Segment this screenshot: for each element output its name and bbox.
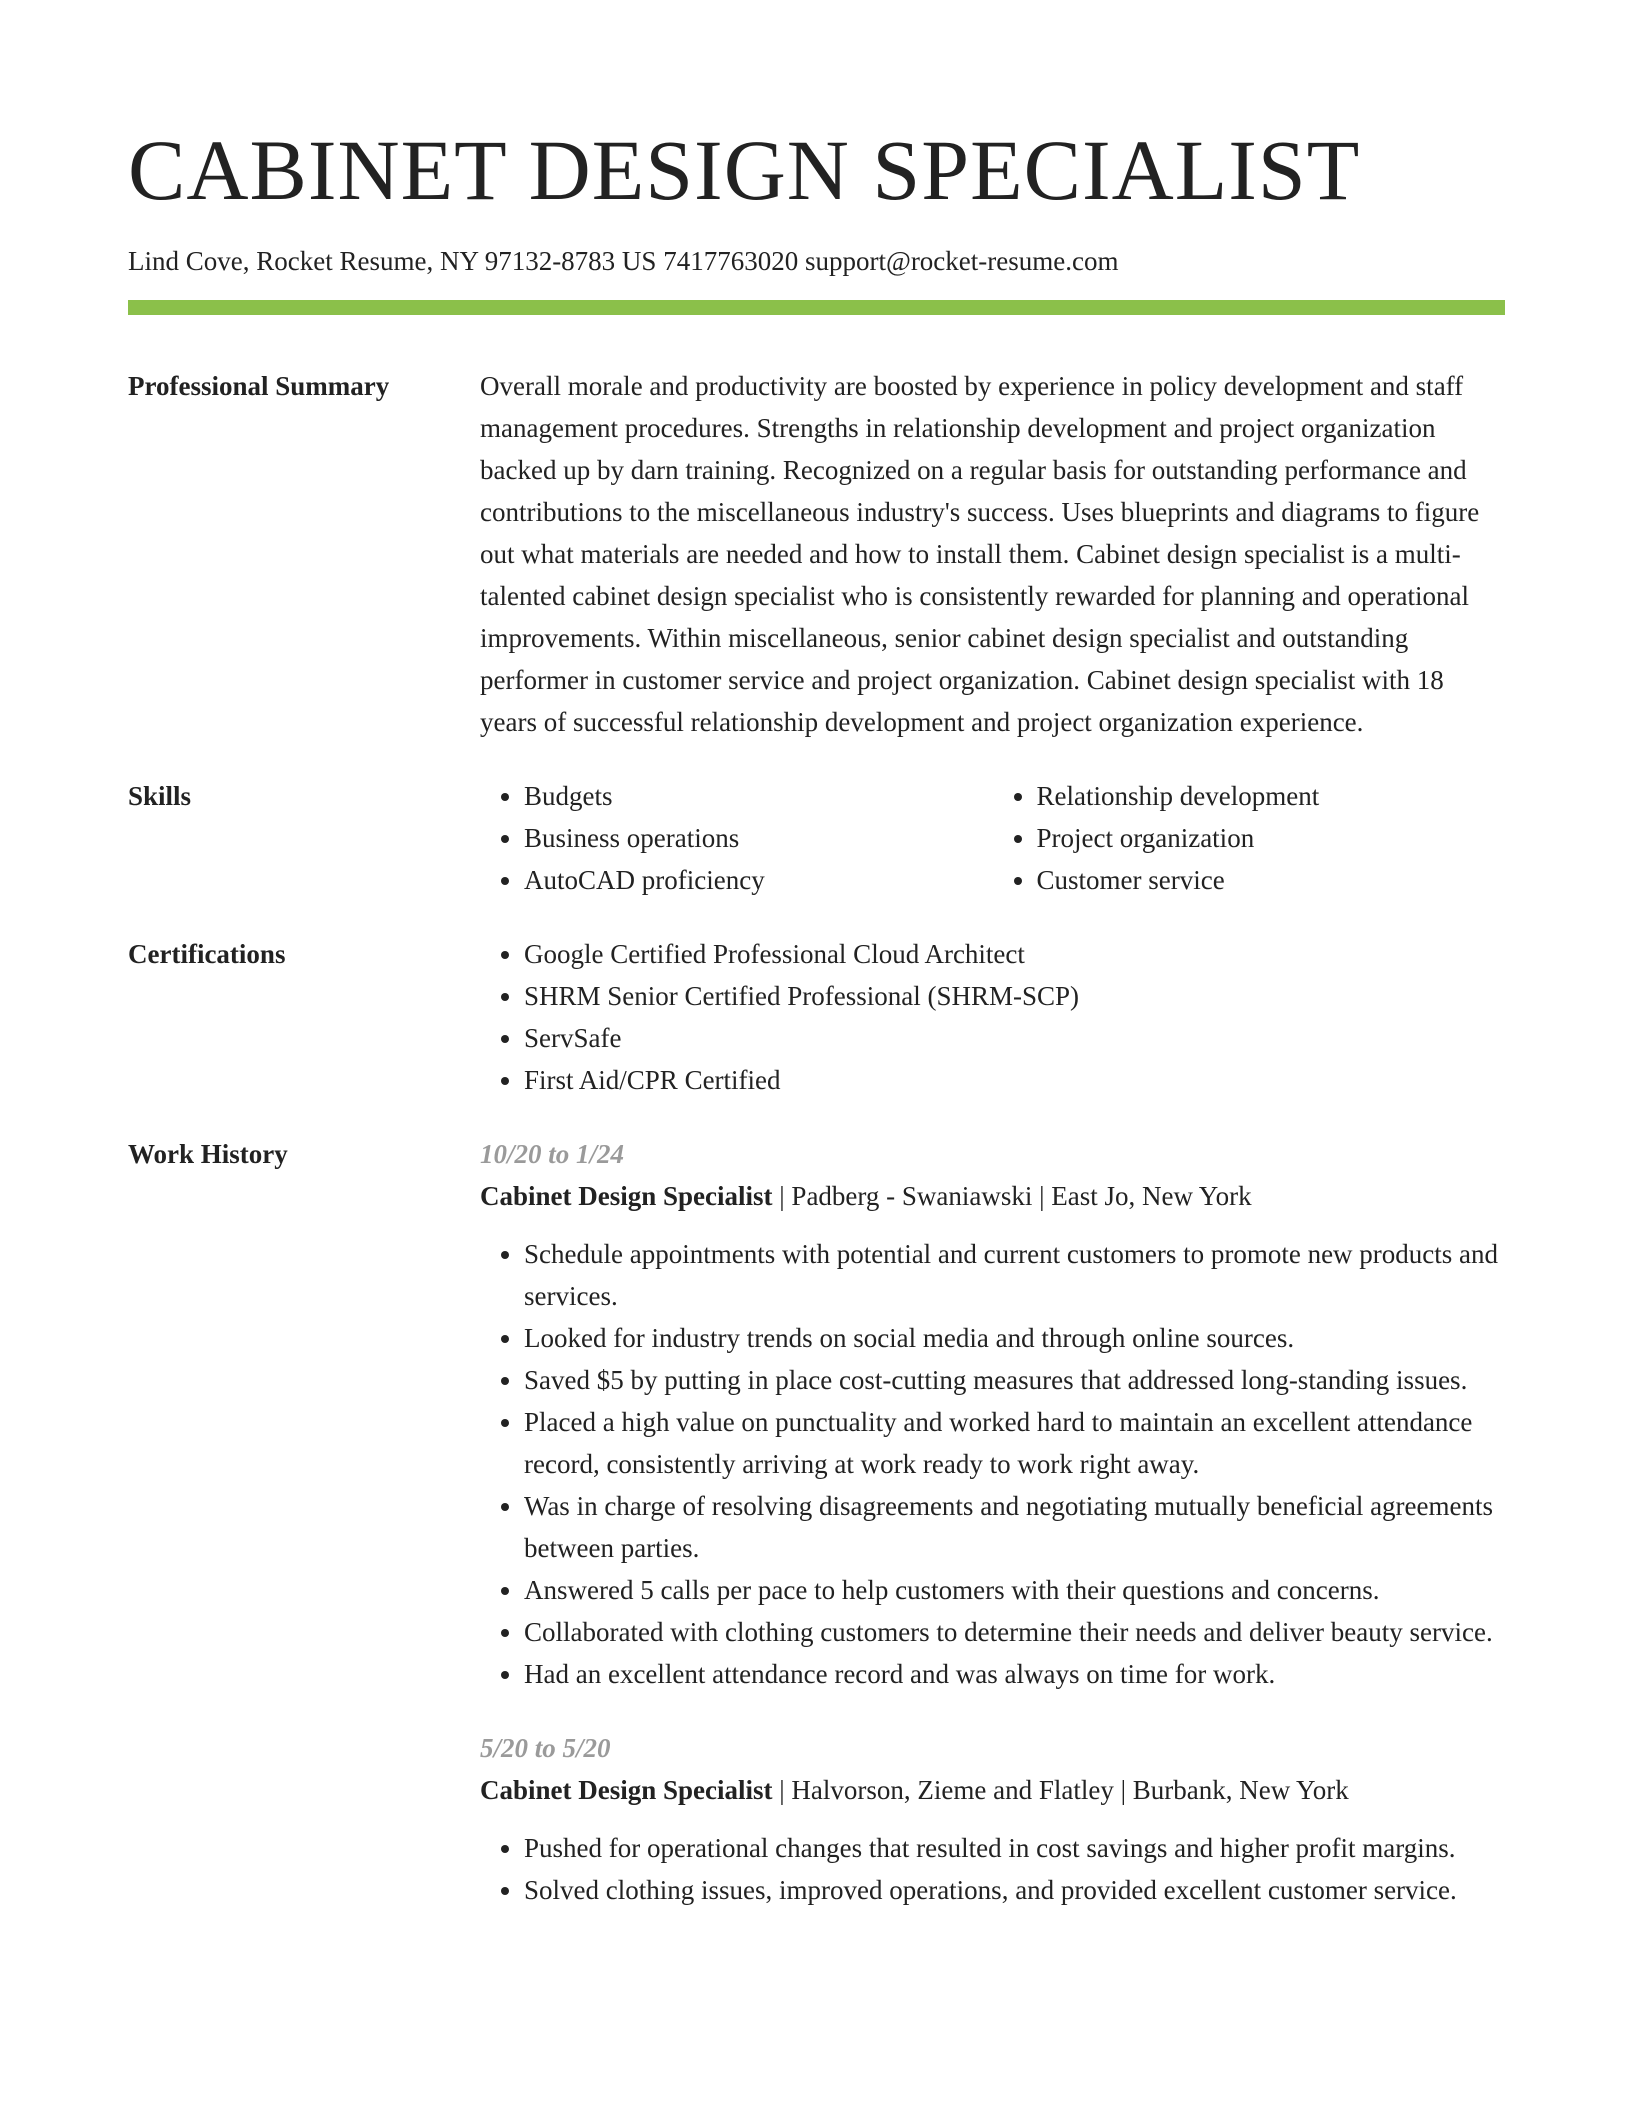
job-heading bbox=[480, 1769, 1505, 1811]
certification-item: • ServSafe bbox=[524, 1017, 1505, 1059]
section-heading: Professional Summary bbox=[128, 371, 390, 401]
job-bullet: • Solved clothing issues, improved operations, and provided excellent customer service. bbox=[524, 1869, 1505, 1911]
skill-item: • AutoCAD proficiency bbox=[524, 859, 993, 901]
certification-item: • SHRM Senior Certified Professional (SHRM-SCP) bbox=[524, 975, 1505, 1017]
job-bullet: • Looked for industry trends on social media and through online sources. bbox=[524, 1317, 1505, 1359]
job-entry bbox=[480, 1727, 1505, 1911]
job-heading bbox=[480, 1175, 1505, 1217]
section-heading: Work History bbox=[128, 1139, 288, 1169]
summary-section bbox=[128, 365, 1505, 743]
section-heading: Skills bbox=[128, 781, 192, 811]
job-entry bbox=[480, 1133, 1505, 1695]
work-history-section bbox=[128, 1133, 1505, 1911]
skills-list-left bbox=[480, 775, 993, 901]
certifications-list bbox=[480, 933, 1505, 1101]
resume-title: CABINET DESIGN SPECIALIST bbox=[128, 122, 1361, 218]
skill-item: • Relationship development bbox=[1037, 775, 1506, 817]
job-dates: 5/20 to 5/20 bbox=[480, 1733, 611, 1763]
job-details: | Padberg - Swaniawski | East Jo, New York bbox=[772, 1181, 1252, 1211]
job-title: Cabinet Design Specialist bbox=[480, 1775, 773, 1805]
skill-item: • Customer service bbox=[1037, 859, 1506, 901]
job-bullet: • Had an excellent attendance record and was always on time for work. bbox=[524, 1653, 1505, 1695]
certification-item: • Google Certified Professional Cloud Architect bbox=[524, 933, 1505, 975]
accent-divider bbox=[128, 300, 1505, 315]
job-details: | Halvorson, Zieme and Flatley | Burbank, New York bbox=[772, 1775, 1349, 1805]
skills-list-right bbox=[993, 775, 1506, 901]
job-bullet: • Was in charge of resolving disagreements and negotiating mutually beneficial agreements between parties. bbox=[524, 1485, 1505, 1569]
job-bullet: • Placed a high value on punctuality and worked hard to maintain an excellent attendance record, consistently arriving at work ready to work right away. bbox=[524, 1401, 1505, 1485]
summary-text: Overall morale and productivity are boosted by experience in policy development and staff management procedures. Strengths in relationship development and project organization backed up by darn training. Recognized on a regular basis for outstanding performance and contributions to the miscellaneous industry's success. Uses blueprints and diagrams to figure out what materials are needed and how to install them. Cabinet design specialist is a multi-talented cabinet design specialist who is consistently rewarded for planning and operational improvements. Within miscellaneous, senior cabinet design specialist and outstanding performer in customer service and project organization. Cabinet design specialist with 18 years of successful relationship development and project organization experience. bbox=[480, 371, 1480, 737]
job-bullets bbox=[480, 1233, 1505, 1695]
job-bullet: • Collaborated with clothing customers to determine their needs and deliver beauty service. bbox=[524, 1611, 1505, 1653]
skill-item: • Business operations bbox=[524, 817, 993, 859]
certifications-section bbox=[128, 933, 1505, 1101]
section-heading: Certifications bbox=[128, 939, 286, 969]
job-title: Cabinet Design Specialist bbox=[480, 1181, 773, 1211]
job-bullet: • Answered 5 calls per pace to help customers with their questions and concerns. bbox=[524, 1569, 1505, 1611]
skill-item: • Project organization bbox=[1037, 817, 1506, 859]
job-bullet: • Schedule appointments with potential and current customers to promote new products and services. bbox=[524, 1233, 1505, 1317]
job-bullet: • Saved $5 by putting in place cost-cutting measures that addressed long-standing issues. bbox=[524, 1359, 1505, 1401]
resume-page bbox=[128, 0, 1505, 1911]
job-dates: 10/20 to 1/24 bbox=[480, 1139, 625, 1169]
skill-item: • Budgets bbox=[524, 775, 993, 817]
job-bullet: • Pushed for operational changes that resulted in cost savings and higher profit margins. bbox=[524, 1827, 1505, 1869]
skills-section bbox=[128, 775, 1505, 901]
contact-line: Lind Cove, Rocket Resume, NY 97132-8783 US 7417763020 support@rocket-resume.com bbox=[128, 246, 1119, 276]
certification-item: • First Aid/CPR Certified bbox=[524, 1059, 1505, 1101]
job-bullets bbox=[480, 1827, 1505, 1911]
